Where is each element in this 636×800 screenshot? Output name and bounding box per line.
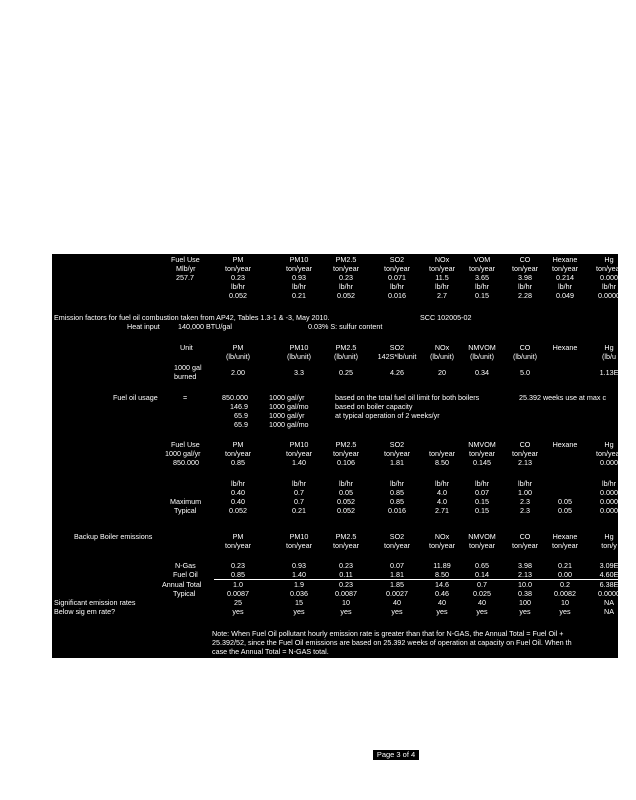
sulfur-content: 0.03% S: sulfur content: [308, 322, 383, 331]
unit-cell: ton/year: [286, 264, 312, 273]
value-cell: 1.00: [518, 488, 532, 497]
col-header: PM2.5: [335, 255, 357, 264]
col-header: PM: [232, 343, 244, 352]
value-cell: 0.11: [339, 570, 353, 579]
usage-value: 65.9: [234, 420, 248, 429]
typical-label: Typical: [173, 589, 196, 598]
col-header: Hg: [604, 343, 614, 352]
col-header: PM: [232, 440, 244, 449]
value-cell: 0.071: [388, 273, 406, 282]
backup-boiler-label: Backup Boiler emissions: [74, 532, 153, 541]
value-cell: 0.036: [290, 589, 308, 598]
value-cell: 0.15: [475, 506, 489, 515]
unit-cell: ton/year: [384, 449, 410, 458]
col-header: SO2: [389, 532, 405, 541]
value-cell: 0.34: [475, 368, 489, 377]
value-cell: yes: [293, 607, 305, 616]
value-cell: 0.46: [435, 589, 449, 598]
basis-label: 1000 gal: [174, 363, 202, 372]
value-cell: 1.85: [390, 580, 404, 589]
usage-value: 146.9: [230, 402, 248, 411]
value-cell: 0.85: [231, 570, 245, 579]
col-header: NOx: [434, 343, 450, 352]
unit-cell: (lb/unit): [226, 352, 250, 361]
col-header: SO2: [389, 440, 405, 449]
unit-cell: (lb/unit): [513, 352, 537, 361]
value-cell: 40: [393, 598, 401, 607]
value-cell: 0.23: [339, 580, 353, 589]
value-cell: 0.0000: [598, 291, 620, 300]
usage-note: based on boiler capacity: [335, 402, 413, 411]
maximum-label: Maximum: [170, 497, 202, 506]
value-cell: 25: [234, 598, 242, 607]
unit-cell: ton/year: [225, 449, 251, 458]
value-cell: 100: [519, 598, 531, 607]
value-cell: 0.7: [294, 488, 304, 497]
col-header: PM10: [289, 343, 309, 352]
value-cell: 6.38E: [599, 580, 619, 589]
value-cell: NA: [604, 598, 614, 607]
value-cell: 1.81: [390, 458, 404, 467]
col-header: Hexane: [552, 532, 578, 541]
value-cell: yes: [340, 607, 352, 616]
value-cell: 0.38: [518, 589, 532, 598]
value-cell: 2.28: [518, 291, 532, 300]
fuel-use-unit: Mlb/yr: [176, 264, 196, 273]
value-cell: yes: [476, 607, 488, 616]
usage-unit: 1000 gal/yr: [269, 411, 305, 420]
unit-cell: ton/year: [469, 264, 495, 273]
unit-cell: ton/year: [384, 264, 410, 273]
value-cell: 0.7: [294, 497, 304, 506]
typical-label: Typical: [174, 506, 197, 515]
value-cell: 11.89: [433, 561, 451, 570]
unit-cell: lb/hr: [292, 282, 306, 291]
unit-cell: ton/year: [429, 264, 455, 273]
unit-cell: ton/year: [596, 449, 622, 458]
value-cell: 0.15: [475, 291, 489, 300]
value-cell: 15: [295, 598, 303, 607]
total-rule: [214, 579, 618, 580]
value-cell: 0.07: [390, 561, 404, 570]
page-number: Page 3 of 4: [373, 750, 419, 760]
value-cell: 1.40: [292, 458, 306, 467]
unit-cell: lb/hr: [231, 479, 245, 488]
value-cell: 0.23: [231, 273, 245, 282]
note-line: Note: When Fuel Oil pollutant hourly emission rate is greater than that for N-GAS, the Annual Total = Fuel Oil +: [212, 629, 564, 638]
value-cell: 0.2: [560, 580, 570, 589]
col-header: CO: [519, 343, 531, 352]
unit-cell: ton/year: [512, 264, 538, 273]
unit-cell: lb/hr: [292, 479, 306, 488]
value-cell: 0.106: [337, 458, 355, 467]
annual-total-label: Annual Total: [162, 580, 202, 589]
fuel-oil-usage-label: Fuel oil usage: [113, 393, 158, 402]
note-line: 25.392/52, since the Fuel Oil emissions are based on 25.392 weeks of operation at capacity on Fuel Oil. When th: [212, 638, 572, 647]
col-header: NOx: [434, 532, 450, 541]
unit-cell: ton/year: [552, 541, 578, 550]
value-cell: 0.15: [475, 497, 489, 506]
unit-cell: ton/year: [225, 264, 251, 273]
value-cell: 0.052: [337, 506, 355, 515]
value-cell: 4.0: [437, 497, 447, 506]
unit-cell: ton/year: [333, 449, 359, 458]
col-header: VOM: [473, 255, 491, 264]
value-cell: 0.016: [388, 506, 406, 515]
value-cell: 0.052: [229, 506, 247, 515]
value-cell: 2.13: [518, 458, 532, 467]
ngas-label: N-Gas: [175, 561, 196, 570]
emission-factor-note: Emission factors for fuel oil combustion taken from AP42, Tables 1.3-1 & -3, May 2010.: [54, 313, 330, 322]
unit-cell: lb/hr: [339, 282, 353, 291]
col-header: CO: [519, 532, 531, 541]
value-cell: 2.7: [437, 291, 447, 300]
usage-value: 850.000: [222, 393, 248, 402]
value-cell: 0.40: [231, 497, 245, 506]
col-header: NMVOM: [468, 532, 496, 541]
fuel-use-label: Fuel Use: [171, 440, 200, 449]
value-cell: 0.07: [475, 488, 489, 497]
unit-cell: ton/year: [512, 449, 538, 458]
col-header: NMVOM: [468, 440, 496, 449]
unit-cell: lb/hr: [518, 479, 532, 488]
unit-cell: (lb/unit): [430, 352, 454, 361]
value-cell: 1.13E: [599, 368, 619, 377]
value-cell: 4.0: [437, 488, 447, 497]
col-header: PM: [232, 532, 244, 541]
unit-cell: (lb/u: [602, 352, 616, 361]
unit-cell: lb/hr: [390, 282, 404, 291]
fuel-use-label: Fuel Use: [171, 255, 200, 264]
value-cell: 0.0027: [386, 589, 408, 598]
value-cell: 0.052: [337, 497, 355, 506]
value-cell: 0.016: [388, 291, 406, 300]
value-cell: 40: [478, 598, 486, 607]
value-cell: 0.23: [339, 273, 353, 282]
usage-unit: 1000 gal/mo: [269, 402, 309, 411]
usage-note: based on the total fuel oil limit for both boilers: [335, 393, 480, 402]
value-cell: 14.6: [435, 580, 449, 589]
value-cell: 0.000: [600, 497, 618, 506]
unit-cell: lb/hr: [435, 282, 449, 291]
unit-cell: ton/year: [384, 541, 410, 550]
value-cell: 11.5: [435, 273, 449, 282]
unit-cell: lb/hr: [558, 282, 572, 291]
emissions-table-scan: [52, 254, 622, 658]
value-cell: 0.65: [475, 561, 489, 570]
value-cell: 0.000: [600, 458, 618, 467]
value-cell: 10: [342, 598, 350, 607]
unit-cell: ton/year: [333, 541, 359, 550]
value-cell: 8.50: [435, 458, 449, 467]
note-line: case the Annual Total = N-GAS total.: [212, 647, 329, 656]
value-cell: 0.85: [390, 497, 404, 506]
value-cell: 0.052: [337, 291, 355, 300]
unit-cell: (lb/unit): [470, 352, 494, 361]
value-cell: yes: [519, 607, 531, 616]
unit-label: Unit: [180, 343, 193, 352]
col-header: Hg: [604, 440, 614, 449]
unit-cell: lb/hr: [390, 479, 404, 488]
equals-sign: =: [183, 393, 188, 402]
col-header: NMVOM: [468, 343, 496, 352]
weeks-note: 25.392 weeks use at max c: [519, 393, 607, 402]
col-header: PM2.5: [335, 532, 357, 541]
significant-rates-label: Significant emission rates: [54, 598, 136, 607]
value-cell: 0.25: [339, 368, 353, 377]
col-header: Hexane: [552, 343, 578, 352]
scc-code: SCC 102005-02: [420, 313, 472, 322]
unit-cell: ton/year: [596, 264, 622, 273]
fuel-use-value: 850.000: [173, 458, 199, 467]
value-cell: 0.00: [558, 570, 572, 579]
value-cell: 0.05: [339, 488, 353, 497]
value-cell: 20: [438, 368, 446, 377]
col-header: PM2.5: [335, 440, 357, 449]
usage-unit: 1000 gal/mo: [269, 420, 309, 429]
unit-cell: lb/hr: [475, 479, 489, 488]
value-cell: yes: [559, 607, 571, 616]
col-header: CO: [519, 440, 531, 449]
col-header: NOx: [434, 255, 450, 264]
col-header: SO2: [389, 343, 405, 352]
value-cell: 3.98: [518, 273, 532, 282]
col-header: Hg: [604, 255, 614, 264]
col-header: SO2: [389, 255, 405, 264]
value-cell: 0.23: [339, 561, 353, 570]
value-cell: 1.0: [233, 580, 243, 589]
value-cell: 4.60E: [599, 570, 619, 579]
value-cell: 0.0082: [554, 589, 576, 598]
value-cell: 0.0087: [227, 589, 249, 598]
value-cell: 0.000: [600, 273, 618, 282]
value-cell: 2.00: [231, 368, 245, 377]
value-cell: 0.05: [558, 497, 572, 506]
unit-cell: 142S*lb/unit: [377, 352, 417, 361]
value-cell: 0.05: [558, 506, 572, 515]
value-cell: 0.7: [477, 580, 487, 589]
usage-unit: 1000 gal/yr: [269, 393, 305, 402]
unit-cell: ton/year: [552, 264, 578, 273]
value-cell: 3.3: [294, 368, 304, 377]
fuel-use-unit: 1000 gal/yr: [165, 449, 201, 458]
unit-cell: lb/hr: [435, 479, 449, 488]
unit-cell: (lb/unit): [287, 352, 311, 361]
value-cell: 0.21: [558, 561, 572, 570]
col-header: CO: [519, 255, 531, 264]
value-cell: NA: [604, 607, 614, 616]
value-cell: 0.21: [292, 506, 306, 515]
below-sig-label: Below sig em rate?: [54, 607, 116, 616]
usage-value: 65.9: [234, 411, 248, 420]
col-header: PM: [232, 255, 244, 264]
value-cell: 0.40: [231, 488, 245, 497]
value-cell: 3.98: [518, 561, 532, 570]
value-cell: 0.93: [292, 273, 306, 282]
unit-cell: ton/year: [469, 541, 495, 550]
unit-cell: lb/hr: [339, 479, 353, 488]
unit-cell: lb/hr: [518, 282, 532, 291]
value-cell: 0.000: [600, 488, 618, 497]
value-cell: 0.000: [600, 506, 618, 515]
value-cell: 0.14: [475, 570, 489, 579]
col-header: PM10: [289, 532, 309, 541]
value-cell: 2.3: [520, 497, 530, 506]
value-cell: 0.049: [556, 291, 574, 300]
unit-cell: ton/year: [469, 449, 495, 458]
value-cell: 1.81: [390, 570, 404, 579]
value-cell: yes: [391, 607, 403, 616]
unit-cell: lb/hr: [602, 282, 616, 291]
value-cell: 10: [561, 598, 569, 607]
col-header: Hexane: [552, 255, 578, 264]
col-header: PM10: [289, 440, 309, 449]
value-cell: yes: [436, 607, 448, 616]
col-header: PM2.5: [335, 343, 357, 352]
heat-input-label: Heat input: [127, 322, 160, 331]
unit-cell: lb/hr: [475, 282, 489, 291]
value-cell: yes: [232, 607, 244, 616]
value-cell: 0.93: [292, 561, 306, 570]
unit-cell: ton/year: [286, 449, 312, 458]
unit-cell: (lb/unit): [334, 352, 358, 361]
value-cell: 0.0000: [598, 589, 620, 598]
unit-cell: ton/year: [429, 449, 455, 458]
value-cell: 5.0: [520, 368, 530, 377]
unit-cell: lb/hr: [231, 282, 245, 291]
value-cell: 0.145: [473, 458, 491, 467]
unit-cell: ton/y: [601, 541, 617, 550]
value-cell: 0.21: [292, 291, 306, 300]
value-cell: 8.50: [435, 570, 449, 579]
unit-cell: ton/year: [225, 541, 251, 550]
unit-cell: ton/year: [512, 541, 538, 550]
value-cell: 1.9: [294, 580, 304, 589]
unit-cell: ton/year: [333, 264, 359, 273]
value-cell: 2.3: [520, 506, 530, 515]
value-cell: 0.85: [231, 458, 245, 467]
value-cell: 4.26: [390, 368, 404, 377]
col-header: PM10: [289, 255, 309, 264]
heat-input-value: 140,000 BTU/gal: [178, 322, 232, 331]
value-cell: 0.23: [231, 561, 245, 570]
value-cell: 2.71: [435, 506, 449, 515]
value-cell: 0.214: [556, 273, 574, 282]
value-cell: 2.13: [518, 570, 532, 579]
value-cell: 10.0: [518, 580, 532, 589]
fuel-oil-label: Fuel Oil: [173, 570, 198, 579]
unit-cell: lb/hr: [602, 479, 616, 488]
value-cell: 0.85: [390, 488, 404, 497]
fuel-use-value: 257.7: [176, 273, 194, 282]
value-cell: 3.65: [475, 273, 489, 282]
value-cell: 0.052: [229, 291, 247, 300]
unit-cell: ton/year: [286, 541, 312, 550]
value-cell: 40: [438, 598, 446, 607]
value-cell: 3.09E: [599, 561, 619, 570]
value-cell: 0.0087: [335, 589, 357, 598]
value-cell: 1.40: [292, 570, 306, 579]
usage-note: at typical operation of 2 weeks/yr: [335, 411, 440, 420]
value-cell: 0.025: [473, 589, 491, 598]
col-header: Hg: [604, 532, 614, 541]
unit-cell: ton/year: [429, 541, 455, 550]
basis-label: burned: [174, 372, 197, 381]
col-header: Hexane: [552, 440, 578, 449]
